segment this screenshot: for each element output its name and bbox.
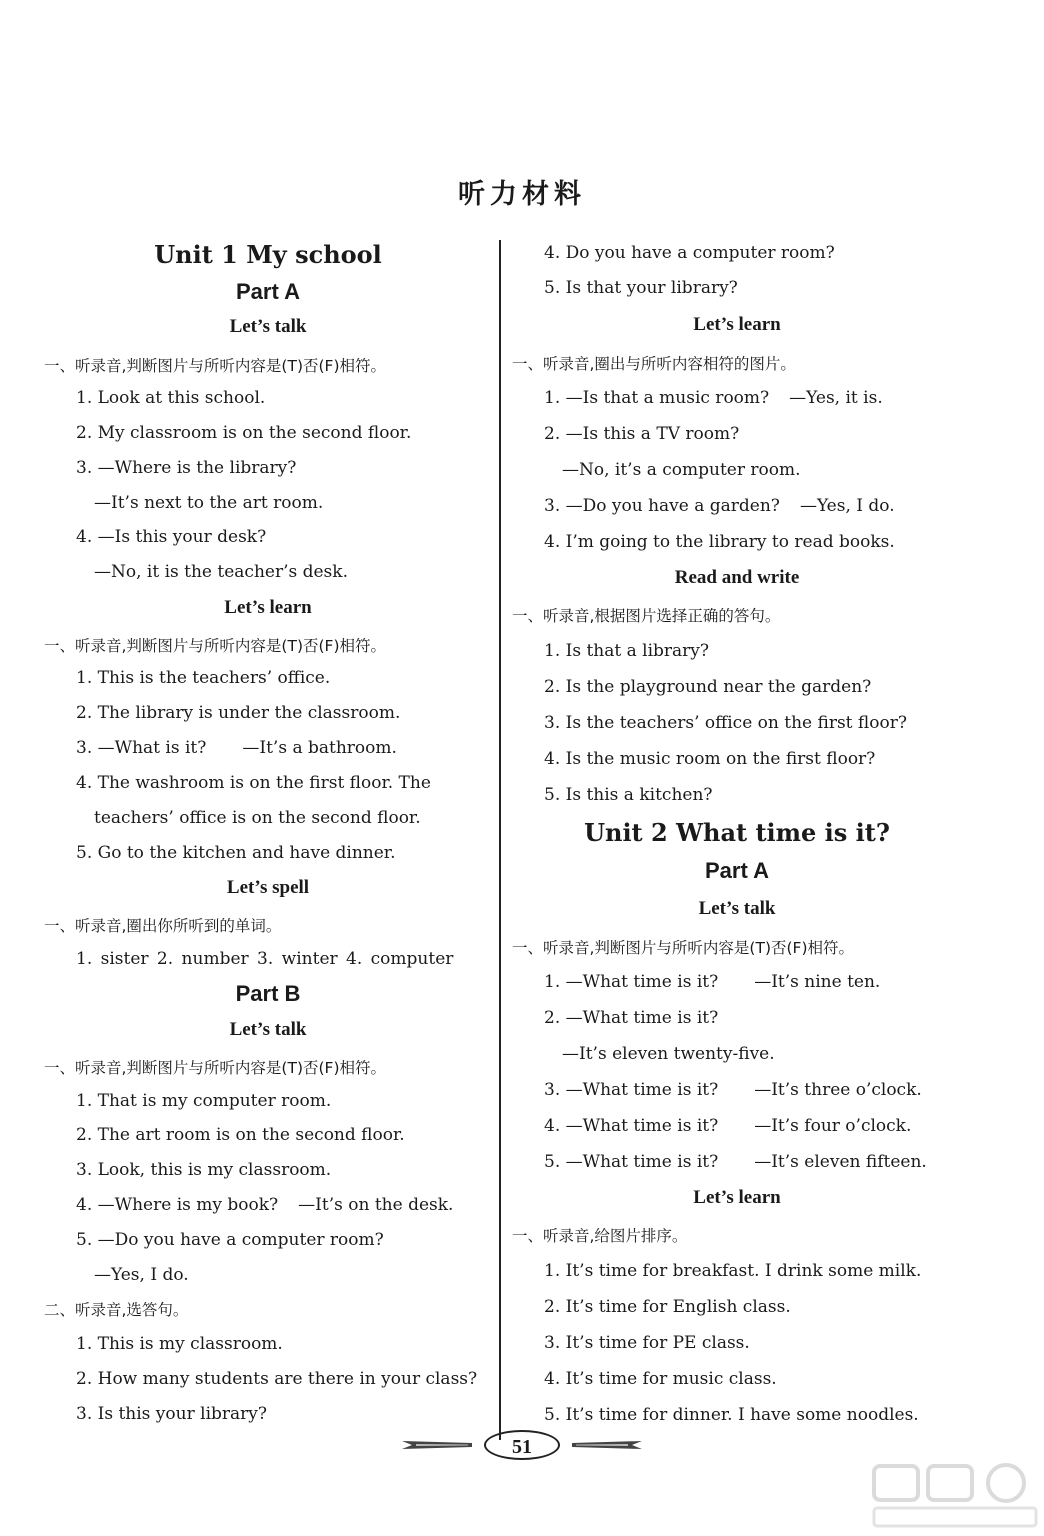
list-item: —It’s next to the art room. <box>94 493 324 513</box>
lets-learn-heading: Let’s learn <box>693 1187 781 1208</box>
lets-learn-heading: Let’s learn <box>693 314 781 335</box>
question-text: 1. —What time is it? <box>544 972 719 992</box>
lets-talk-heading: Let’s talk <box>229 316 307 337</box>
list-item: 4. I’m going to the library to read books. <box>544 532 895 552</box>
page-number-value: 51 <box>484 1430 560 1460</box>
list-item <box>544 1150 927 1174</box>
lets-spell-heading: Let’s spell <box>226 877 310 898</box>
list-item: 2. —Is this a TV room? <box>544 424 740 444</box>
list-item: 2. My classroom is on the second floor. <box>76 423 412 443</box>
page-title: 听力材料 <box>458 179 586 210</box>
list-item: 5. Go to the kitchen and have dinner. <box>76 843 396 863</box>
instruction: 一、听录音,圈出你所听到的单词。 <box>44 917 282 935</box>
list-item <box>544 1078 922 1102</box>
list-item: 1. This is the teachers’ office. <box>76 668 331 688</box>
part-a-heading: Part A <box>705 858 769 883</box>
right-ornament-icon <box>572 1439 642 1451</box>
list-item: —It’s eleven twenty-five. <box>562 1044 775 1064</box>
instruction: 一、听录音,判断图片与所听内容是(T)否(F)相符。 <box>512 939 855 957</box>
question-text: 3. —Do you have a garden? <box>544 496 780 516</box>
list-item <box>544 386 883 410</box>
list-item: 2. Is the playground near the garden? <box>544 677 872 697</box>
list-item: 2. It’s time for English class. <box>544 1297 791 1317</box>
spell-words: 1. sister 2. number 3. winter 4. computer <box>76 949 454 969</box>
read-write-heading: Read and write <box>674 567 800 588</box>
list-item: 5. Is this a kitchen? <box>544 785 713 805</box>
list-item: 2. How many students are there in your class? <box>76 1369 478 1389</box>
answer-text: —It’s a bathroom. <box>242 738 397 758</box>
list-item: —Yes, I do. <box>94 1265 189 1285</box>
answer-text: —It’s nine ten. <box>754 972 881 992</box>
question-text: 3. —What time is it? <box>544 1080 719 1100</box>
list-item: 3. Is the teachers’ office on the first floor? <box>544 713 907 733</box>
list-item <box>76 1193 453 1217</box>
list-item: 5. —Do you have a computer room? <box>76 1230 384 1250</box>
unit1-title: Unit 1 My school <box>154 240 382 269</box>
list-item: 4. —Is this your desk? <box>76 527 267 547</box>
list-item: 2. The library is under the classroom. <box>76 703 401 723</box>
part-b-heading: Part B <box>235 981 301 1006</box>
list-item <box>76 736 397 760</box>
unit2-title: Unit 2 What time is it? <box>584 818 890 847</box>
list-item: 3. Is this your library? <box>76 1404 267 1424</box>
list-item: 4. It’s time for music class. <box>544 1369 777 1389</box>
list-item: teachers’ office is on the second floor. <box>94 808 421 828</box>
instruction: 一、听录音,根据图片选择正确的答句。 <box>512 607 781 625</box>
answer-text: —Yes, I do. <box>799 496 895 516</box>
list-item: 1. Is that a library? <box>544 641 710 661</box>
list-item <box>544 1114 911 1138</box>
list-item: 2. —What time is it? <box>544 1008 719 1028</box>
answer-text: —It’s on the desk. <box>298 1195 454 1215</box>
answer-text: —Yes, it is. <box>789 388 883 408</box>
watermark-logo <box>870 1460 1040 1532</box>
left-ornament-icon <box>402 1439 472 1451</box>
answer-text: —It’s eleven fifteen. <box>754 1152 927 1172</box>
list-item: 4. The washroom is on the first floor. The <box>76 773 431 793</box>
list-item: 1. Look at this school. <box>76 388 266 408</box>
list-item <box>544 494 895 518</box>
instruction: 二、听录音,选答句。 <box>44 1301 189 1319</box>
list-item: —No, it is the teacher’s desk. <box>94 562 348 582</box>
list-item: 3. It’s time for PE class. <box>544 1333 750 1353</box>
list-item: —No, it’s a computer room. <box>562 460 801 480</box>
page-number <box>402 1428 642 1462</box>
list-item: 1. It’s time for breakfast. I drink some milk. <box>544 1261 922 1281</box>
lets-talk-heading: Let’s talk <box>229 1019 307 1040</box>
list-item: 2. The art room is on the second floor. <box>76 1125 405 1145</box>
list-item: 5. It’s time for dinner. I have some noodles. <box>544 1405 919 1425</box>
list-item <box>544 970 880 994</box>
list-item: 3. —Where is the library? <box>76 458 297 478</box>
instruction: 一、听录音,给图片排序。 <box>512 1227 688 1245</box>
instruction: 一、听录音,判断图片与所听内容是(T)否(F)相符。 <box>44 1059 387 1077</box>
list-item: 1. This is my classroom. <box>76 1334 283 1354</box>
lets-learn-heading: Let’s learn <box>224 597 312 618</box>
instruction: 一、听录音,判断图片与所听内容是(T)否(F)相符。 <box>44 357 387 375</box>
instruction: 一、听录音,判断图片与所听内容是(T)否(F)相符。 <box>44 637 387 655</box>
list-item: 1. That is my computer room. <box>76 1091 332 1111</box>
lets-talk-heading: Let’s talk <box>698 898 776 919</box>
instruction: 一、听录音,圈出与所听内容相符的图片。 <box>512 355 796 373</box>
answer-text: —It’s three o’clock. <box>754 1080 922 1100</box>
question-text: 3. —What is it? <box>76 738 207 758</box>
list-item: 4. Is the music room on the first floor? <box>544 749 876 769</box>
column-divider <box>499 240 501 1440</box>
question-text: 5. —What time is it? <box>544 1152 719 1172</box>
list-item: 4. Do you have a computer room? <box>544 243 835 263</box>
question-text: 4. —What time is it? <box>544 1116 719 1136</box>
part-a-heading: Part A <box>236 279 300 304</box>
list-item: 3. Look, this is my classroom. <box>76 1160 332 1180</box>
question-text: 4. —Where is my book? <box>76 1195 279 1215</box>
list-item: 5. Is that your library? <box>544 278 738 298</box>
answer-text: —It’s four o’clock. <box>754 1116 912 1136</box>
question-text: 1. —Is that a music room? <box>544 388 770 408</box>
